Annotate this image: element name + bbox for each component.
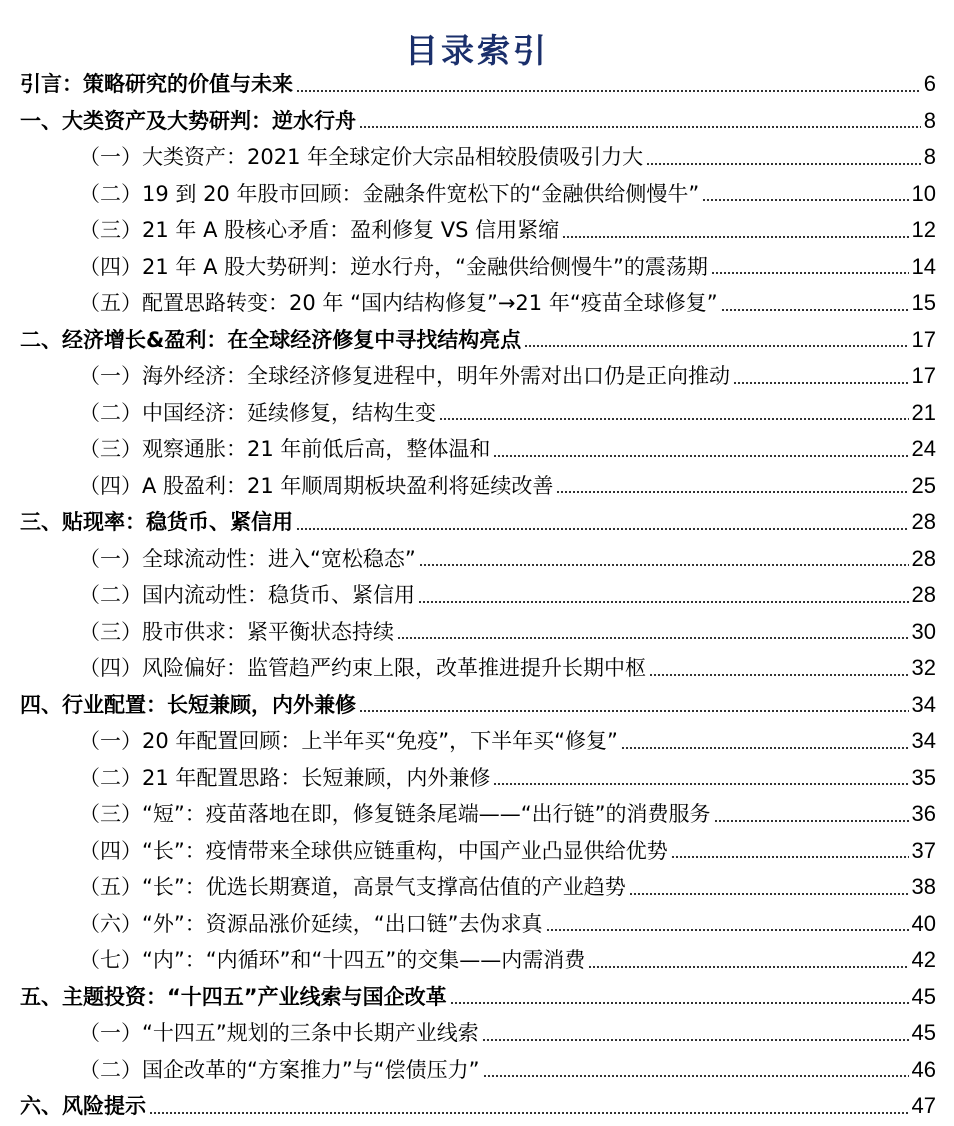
toc-subsection-entry[interactable] — [0, 358, 954, 395]
toc-section-entry[interactable] — [0, 687, 954, 724]
toc-section-entry[interactable] — [0, 66, 954, 103]
toc-entry-label: （四）21 年 A 股大势研判：逆水行舟，“金融供给侧慢牛”的震荡期 — [79, 254, 708, 279]
toc-subsection-entry[interactable] — [0, 1052, 954, 1089]
toc-entry-label: （七）“内”：“内循环”和“十四五”的交集——内需消费 — [79, 948, 586, 973]
toc-entry-label: （二）国企改革的“方案推力”与“偿债压力” — [79, 1057, 480, 1082]
toc-section-entry[interactable] — [0, 103, 954, 140]
toc-entry-label: （一）海外经济：全球经济修复进程中，明年外需对出口仍是正向推动 — [79, 364, 730, 389]
toc-section-entry[interactable] — [0, 504, 954, 541]
toc-page-number: 25 — [911, 472, 936, 498]
dot-leader — [721, 308, 909, 312]
page-title: 目录索引 — [405, 31, 549, 71]
toc-page-number: 45 — [911, 1020, 936, 1046]
toc-entry-label: 五、主题投资：“十四五”产业线索与国企改革 — [20, 984, 447, 1009]
toc-page-number: 40 — [911, 910, 936, 936]
toc-entry-label: （五）配置思路转变：20 年 “国内结构修复”→21 年“疫苗全球修复” — [79, 291, 718, 316]
toc-entry-label: （一）20 年配置回顾：上半年买“免疫”，下半年买“修复” — [79, 729, 618, 754]
dot-leader — [556, 490, 908, 494]
toc-page-number: 34 — [911, 691, 936, 717]
toc-page-number: 42 — [911, 947, 936, 973]
dot-leader — [450, 1001, 909, 1005]
toc-entry-label: （一）全球流动性：进入“宽松稳态” — [79, 546, 416, 571]
toc-subsection-entry[interactable] — [0, 1015, 954, 1052]
toc-page-number: 28 — [911, 545, 936, 571]
toc-page-number: 45 — [911, 983, 936, 1009]
toc-entry-label: 六、风险提示 — [20, 1094, 146, 1119]
toc-page-number: 35 — [911, 764, 936, 790]
toc-entry-label: 三、贴现率：稳货币、紧信用 — [20, 510, 293, 535]
dot-leader — [711, 271, 909, 275]
toc-subsection-entry[interactable] — [0, 468, 954, 505]
toc-page-number: 38 — [911, 874, 936, 900]
toc-entry-label: 一、大类资产及大势研判：逆水行舟 — [20, 108, 356, 133]
toc-page-number: 8 — [923, 144, 936, 170]
toc-entry-label: （二）21 年配置思路：长短兼顾，内外兼修 — [79, 765, 491, 790]
dot-leader — [296, 89, 921, 93]
toc-page-number: 28 — [911, 582, 936, 608]
toc-subsection-entry[interactable] — [0, 577, 954, 614]
toc-entry-label: （四）“长”：疫情带来全球供应链重构，中国产业凸显供给优势 — [79, 838, 668, 863]
toc-subsection-entry[interactable] — [0, 176, 954, 213]
dot-leader — [546, 928, 909, 932]
dot-leader — [733, 381, 909, 385]
toc-page-number: 17 — [911, 363, 936, 389]
toc-page-number: 21 — [911, 399, 936, 425]
toc-subsection-entry[interactable] — [0, 906, 954, 943]
toc-page-number: 17 — [911, 326, 936, 352]
dot-leader — [397, 636, 909, 640]
toc-page-number: 47 — [911, 1093, 936, 1119]
toc-page-number: 30 — [911, 618, 936, 644]
dot-leader — [702, 198, 908, 202]
toc-entry-label: 四、行业配置：长短兼顾，内外兼修 — [20, 692, 356, 717]
toc-entry-label: 引言：策略研究的价值与未来 — [20, 72, 293, 97]
toc-page-number: 6 — [923, 71, 936, 97]
toc-page-number: 24 — [911, 436, 936, 462]
toc-subsection-entry[interactable] — [0, 431, 954, 468]
toc-entry-label: 二、经济增长&盈利：在全球经济修复中寻找结构亮点 — [20, 327, 522, 352]
dot-leader — [621, 746, 909, 750]
toc-page-number: 37 — [911, 837, 936, 863]
dot-leader — [149, 1111, 909, 1115]
table-of-contents — [0, 66, 954, 1125]
toc-subsection-entry[interactable] — [0, 285, 954, 322]
dot-leader — [588, 965, 908, 969]
toc-page-number: 12 — [911, 217, 936, 243]
toc-page-number: 46 — [911, 1056, 936, 1082]
dot-leader — [483, 1074, 909, 1078]
dot-leader — [714, 819, 909, 823]
toc-entry-label: （三）21 年 A 股核心矛盾：盈利修复 VS 信用紧缩 — [79, 218, 560, 243]
toc-entry-label: （三）股市供求：紧平衡状态持续 — [79, 619, 394, 644]
dot-leader — [482, 1038, 909, 1042]
dot-leader — [649, 673, 909, 677]
toc-section-entry[interactable] — [0, 1088, 954, 1125]
toc-entry-label: （二）中国经济：延续修复，结构生变 — [79, 400, 436, 425]
toc-entry-label: （一）大类资产：2021 年全球定价大宗品相较股债吸引力大 — [79, 145, 644, 170]
dot-leader — [296, 527, 909, 531]
toc-page-number: 34 — [911, 728, 936, 754]
dot-leader — [524, 344, 908, 348]
toc-page-number: 36 — [911, 801, 936, 827]
dot-leader — [629, 892, 909, 896]
toc-subsection-entry[interactable] — [0, 249, 954, 286]
dot-leader — [359, 125, 921, 129]
toc-page-number: 28 — [911, 509, 936, 535]
toc-entry-label: （四）风险偏好：监管趋严约束上限，改革推进提升长期中枢 — [79, 656, 646, 681]
toc-subsection-entry[interactable] — [0, 833, 954, 870]
toc-subsection-entry[interactable] — [0, 212, 954, 249]
dot-leader — [359, 709, 909, 713]
toc-entry-label: （三）“短”：疫苗落地在即，修复链条尾端——“出行链”的消费服务 — [79, 802, 711, 827]
dot-leader — [493, 454, 908, 458]
toc-subsection-entry[interactable] — [0, 395, 954, 432]
dot-leader — [418, 600, 909, 604]
toc-entry-label: （二）19 到 20 年股市回顾：金融条件宽松下的“金融供给侧慢牛” — [79, 181, 700, 206]
dot-leader — [439, 417, 909, 421]
toc-subsection-entry[interactable] — [0, 541, 954, 578]
toc-subsection-entry[interactable] — [0, 796, 954, 833]
toc-subsection-entry[interactable] — [0, 139, 954, 176]
toc-subsection-entry[interactable] — [0, 723, 954, 760]
dot-leader — [419, 563, 909, 567]
toc-section-entry[interactable] — [0, 979, 954, 1016]
dot-leader — [562, 235, 908, 239]
toc-page-number: 10 — [911, 180, 936, 206]
dot-leader — [493, 782, 908, 786]
toc-subsection-entry[interactable] — [0, 650, 954, 687]
toc-page-number: 32 — [911, 655, 936, 681]
toc-subsection-entry[interactable] — [0, 614, 954, 651]
toc-entry-label: （三）观察通胀：21 年前低后高，整体温和 — [79, 437, 491, 462]
toc-section-entry[interactable] — [0, 322, 954, 359]
toc-entry-label: （一）“十四五”规划的三条中长期产业线索 — [79, 1021, 479, 1046]
dot-leader — [671, 855, 909, 859]
toc-entry-label: （四）A 股盈利：21 年顺周期板块盈利将延续改善 — [79, 473, 554, 498]
dot-leader — [646, 162, 921, 166]
toc-subsection-entry[interactable] — [0, 942, 954, 979]
toc-page-number: 8 — [923, 107, 936, 133]
toc-subsection-entry[interactable] — [0, 760, 954, 797]
toc-entry-label: （六）“外”：资源品涨价延续，“出口链”去伪求真 — [79, 911, 543, 936]
toc-page-number: 15 — [911, 290, 936, 316]
toc-entry-label: （二）国内流动性：稳货币、紧信用 — [79, 583, 415, 608]
toc-subsection-entry[interactable] — [0, 869, 954, 906]
toc-entry-label: （五）“长”：优选长期赛道，高景气支撑高估值的产业趋势 — [79, 875, 626, 900]
toc-page-number: 14 — [911, 253, 936, 279]
